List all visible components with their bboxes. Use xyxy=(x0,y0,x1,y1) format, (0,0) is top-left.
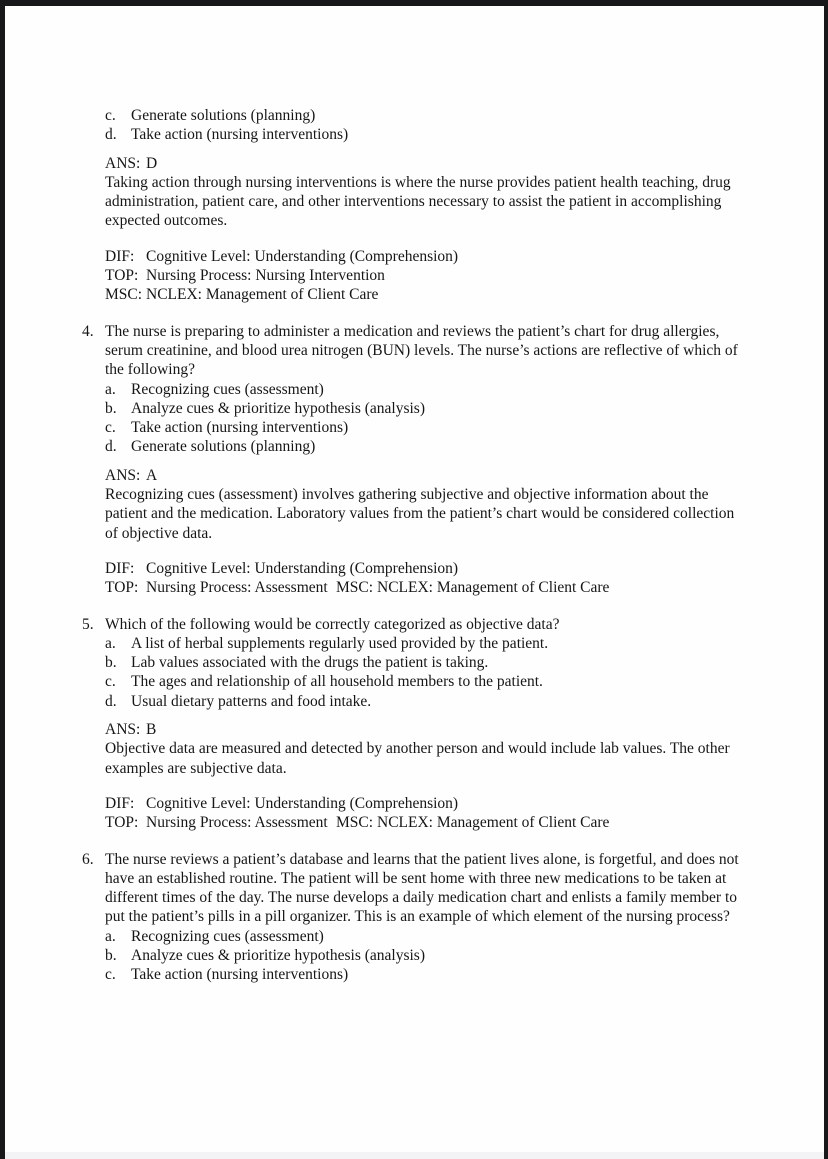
answer-rationale: Objective data are measured and detected by another person and would include lab values. The other examples are subjective data. xyxy=(105,740,730,777)
answer-option xyxy=(105,380,750,399)
question xyxy=(82,322,750,457)
meta-line xyxy=(105,559,750,578)
meta-text: NCLEX: Management of Client Care xyxy=(146,286,379,304)
next-page-gap xyxy=(5,1152,824,1159)
question-number: 6. xyxy=(82,850,94,868)
answer-line xyxy=(105,720,750,739)
option-letter: a. xyxy=(105,380,116,398)
options-continuation xyxy=(105,106,750,145)
meta-line xyxy=(105,813,750,832)
answer-rationale: Recognizing cues (assessment) involves gathering subjective and objective information about the patient and the medication. Laboratory values from the patient’s chart would be considered collection of objective data. xyxy=(105,486,735,542)
option-text: Usual dietary patterns and food intake. xyxy=(131,692,372,710)
answer-option xyxy=(105,418,750,437)
question-body xyxy=(105,322,750,457)
meta-item xyxy=(336,813,609,832)
answer-label: ANS: xyxy=(105,154,141,172)
meta-item xyxy=(105,560,458,577)
meta-item xyxy=(105,286,378,303)
answer-label: ANS: xyxy=(105,466,141,484)
meta-line xyxy=(105,578,750,597)
option-letter: a. xyxy=(105,634,116,652)
answer-option xyxy=(105,927,750,946)
document-page xyxy=(5,6,824,1152)
option-text: Take action (nursing interventions) xyxy=(131,966,349,984)
option-text: Analyze cues & prioritize hypothesis (analysis) xyxy=(131,946,425,964)
meta-label: TOP: xyxy=(105,814,139,832)
meta-item xyxy=(105,267,385,284)
answer-line xyxy=(105,466,750,485)
meta-item xyxy=(105,248,458,265)
meta-label: DIF: xyxy=(105,247,135,265)
answer-option xyxy=(105,965,750,984)
meta-text: Cognitive Level: Understanding (Comprehension) xyxy=(146,794,459,812)
meta-text: Nursing Process: Assessment xyxy=(146,814,328,832)
meta-item xyxy=(105,579,328,596)
option-letter: b. xyxy=(105,654,117,672)
answer-value: B xyxy=(146,721,157,739)
option-text: Lab values associated with the drugs the patient is taking. xyxy=(131,654,489,672)
meta-item xyxy=(105,795,458,812)
meta-text: Cognitive Level: Understanding (Comprehension) xyxy=(146,247,459,265)
option-letter: c. xyxy=(105,419,116,437)
option-letter: b. xyxy=(105,946,117,964)
question-text: Which of the following would be correctly categorized as objective data? xyxy=(105,615,560,633)
meta-label: TOP: xyxy=(105,267,139,285)
meta-block xyxy=(105,247,750,305)
option-text: Take action (nursing interventions) xyxy=(131,419,349,437)
meta-label: MSC: xyxy=(105,286,143,304)
option-letter: d. xyxy=(105,126,117,144)
meta-line xyxy=(105,794,750,813)
meta-block xyxy=(105,794,750,833)
meta-block xyxy=(105,559,750,598)
answer-block xyxy=(105,720,750,778)
option-text: Take action (nursing interventions) xyxy=(131,126,349,144)
meta-item xyxy=(105,814,328,831)
option-text: Generate solutions (planning) xyxy=(131,438,316,456)
question-number: 4. xyxy=(82,322,94,340)
answer-option xyxy=(105,399,750,418)
option-letter: c. xyxy=(105,107,116,124)
option-text: Recognizing cues (assessment) xyxy=(131,380,324,398)
meta-label: DIF: xyxy=(105,794,135,812)
meta-text: NCLEX: Management of Client Care xyxy=(377,814,610,832)
meta-line xyxy=(105,266,750,285)
option-text: Analyze cues & prioritize hypothesis (analysis) xyxy=(131,399,425,417)
option-letter: a. xyxy=(105,927,116,945)
question xyxy=(82,615,750,711)
answer-option xyxy=(105,106,750,125)
answer-option xyxy=(105,692,750,711)
question-text: The nurse is preparing to administer a medication and reviews the patient’s chart for drug allergies, serum creatinine, and blood urea nitrogen (BUN) levels. The nurse’s actions are reflective of which of the following? xyxy=(105,322,738,379)
answer-block xyxy=(105,466,750,543)
meta-line xyxy=(105,285,750,304)
meta-text: Nursing Process: Assessment xyxy=(146,579,328,597)
option-text: Recognizing cues (assessment) xyxy=(131,927,324,945)
question-body xyxy=(105,850,750,985)
answer-value: A xyxy=(146,466,158,484)
question-body xyxy=(105,615,750,711)
answer-block xyxy=(105,154,750,231)
meta-label: MSC: xyxy=(336,579,374,597)
answer-option xyxy=(105,946,750,965)
question xyxy=(82,850,750,985)
meta-line xyxy=(105,247,750,266)
option-text: A list of herbal supplements regularly used provided by the patient. xyxy=(131,634,549,652)
document-content xyxy=(82,106,750,985)
answer-value: D xyxy=(146,154,158,172)
question-number: 5. xyxy=(82,615,94,633)
option-letter: d. xyxy=(105,692,117,710)
answer-option xyxy=(105,672,750,691)
answer-line xyxy=(105,154,750,173)
option-text: Generate solutions (planning) xyxy=(131,107,316,124)
meta-text: Cognitive Level: Understanding (Comprehension) xyxy=(146,559,459,577)
meta-label: MSC: xyxy=(336,814,374,832)
question-text: The nurse reviews a patient’s database and learns that the patient lives alone, is forgetful, and does not have an established routine. The patient will be sent home with three new medications to be taken at different times of the day. The nurse develops a daily medication chart and enlists a family member to put the patient’s pills in a pill organizer. This is an example of which element of the nursing process? xyxy=(105,850,739,926)
answer-option xyxy=(105,437,750,456)
option-letter: d. xyxy=(105,438,117,456)
meta-text: NCLEX: Management of Client Care xyxy=(377,579,610,597)
answer-rationale: Taking action through nursing interventions is where the nurse provides patient health teaching, drug administration, patient care, and other interventions necessary to assist the patient in accomplishing expected outcomes. xyxy=(105,173,731,230)
option-text: The ages and relationship of all household members to the patient. xyxy=(131,673,543,691)
option-letter: b. xyxy=(105,399,117,417)
option-letter: c. xyxy=(105,966,116,984)
answer-label: ANS: xyxy=(105,721,141,739)
answer-option xyxy=(105,634,750,653)
meta-label: DIF: xyxy=(105,559,135,577)
answer-option xyxy=(105,125,750,144)
option-letter: c. xyxy=(105,673,116,691)
meta-item xyxy=(336,578,609,597)
meta-text: Nursing Process: Nursing Intervention xyxy=(146,267,385,285)
meta-label: TOP: xyxy=(105,579,139,597)
answer-option xyxy=(105,653,750,672)
